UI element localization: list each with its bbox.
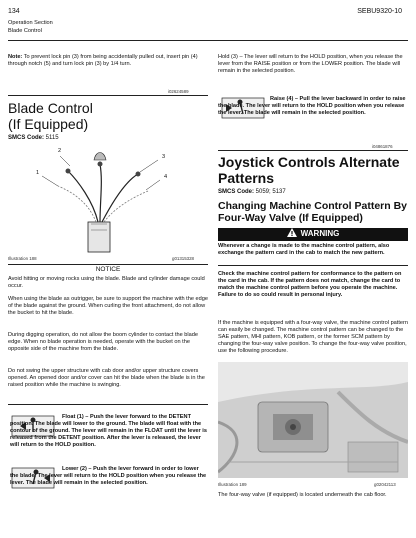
four-way-body-text: If the machine is equipped with a four-way valve, the machine control pattern can easily be changed. The machine control pattern can be changed to the SAE pattern, MHI pattern, KOB pattern, or the former SCM pattern by changing the four-way valve position. To change the four-way valve position, use the following procedure. xyxy=(218,320,408,354)
raise-description: Raise (4) – Pull the lever backward in order to raise the blade. The lever will return to the HOLD position when you release the lever. The blade will remain in the selected position. xyxy=(218,96,406,116)
blade-control-title: Blade Control xyxy=(8,100,93,116)
four-way-location-text: The four-way valve (if equipped) is located underneath the cab floor. xyxy=(218,492,387,498)
warning-triangle-icon xyxy=(287,228,297,240)
notice-paragraph-4: Do not swing the upper structure with cab door and/or upper structure covers opened. An opened door and/or cover can hit the blade when the blade is in the raised position while the machine is swinging. xyxy=(8,368,205,388)
note-label: Note: xyxy=(8,54,23,60)
smcs-value-right: 5059; 5137 xyxy=(255,189,286,195)
blade-lever-illustration xyxy=(8,146,208,254)
notice-paragraph-3: During digging operation, do not allow the boom cylinder to contact the blade edge. When no blade operation is needed, operate with the bucket on the opposite side of the machine from the blade. xyxy=(8,332,198,352)
four-way-valve-photo xyxy=(218,362,408,478)
callout-1: 1 xyxy=(36,170,40,176)
note-paragraph xyxy=(8,54,208,68)
notice-rule-top xyxy=(8,264,208,265)
page-number: 134 xyxy=(8,8,20,15)
callout-3: 3 xyxy=(162,154,166,160)
smcs-code xyxy=(8,134,59,142)
smcs-label: SMCS Code: xyxy=(8,135,44,141)
illustration-188-id: g01315328 xyxy=(172,256,194,261)
note-text: To prevent lock pin (3) from being accidentally pulled out, insert pin (4) through notch (5) and turn lock pin (3) by 1/4 turn. xyxy=(8,54,198,67)
subsection-name: Blade Control xyxy=(8,28,42,34)
smcs-code-right xyxy=(218,188,286,196)
doc-id: SEBU9320-10 xyxy=(357,8,402,15)
smcs-value: 5115 xyxy=(45,135,59,141)
figure-id: i02624589 xyxy=(168,89,189,94)
notice-title: NOTICE xyxy=(95,266,121,273)
blade-control-subtitle: (If Equipped) xyxy=(8,116,89,132)
section-rule xyxy=(8,95,208,96)
warning-banner xyxy=(218,228,408,241)
four-way-valve-subtitle: Changing Machine Control Pattern By Four-Way Valve (If Equipped) xyxy=(218,200,408,224)
section-name: Operation Section xyxy=(8,20,53,26)
warning-label: WARNING xyxy=(300,229,340,239)
notice-rule-bottom xyxy=(8,404,208,405)
joystick-title: Joystick Controls Alternate Patterns xyxy=(218,154,400,186)
notice-paragraph-1: Avoid hitting or moving rocks using the blade. Blade and cylinder damage could occur. xyxy=(8,276,205,289)
hold-description: Hold (3) – The lever will return to the HOLD position, when you release the lever from the RAISE position or from the LOWER position. The blade will remain in the selected position. xyxy=(218,54,403,74)
lower-description: Lower (2) – Push the lever forward in order to lower the blade. The lever will return to the HOLD position when you release the lever. The blade will remain in the selected position. xyxy=(10,466,207,486)
section-rule-right xyxy=(218,150,408,151)
header-rule xyxy=(8,40,408,41)
callout-2: 2 xyxy=(58,148,62,154)
illustration-188-label: Illustration 188 xyxy=(8,256,37,261)
illustration-189-label: Illustration 189 xyxy=(218,482,247,487)
check-pattern-text: Check the machine control pattern for conformance to the pattern on the card in the cab. If the pattern does not match, change the card to match the machine control pattern before you operate the machine. Failure to do so could result in personal injury. xyxy=(218,271,402,298)
blade-lever-drawing xyxy=(8,146,208,254)
notice-paragraph-2: When using the blade as outrigger, be sure to support the machine with the edge of the blade against the ground. When curling the front attachment, do not allow the bucket to hit the blade. xyxy=(8,296,208,316)
smcs-label-right: SMCS Code: xyxy=(218,189,254,195)
illustration-189-id: g02042113 xyxy=(374,482,396,487)
warning-rule xyxy=(218,265,408,266)
figure-id-right: i04861876 xyxy=(372,144,393,149)
float-description: Float (1) – Push the lever forward to the DETENT position. The blade will lower to the ground. The blade will float with the contour of the ground. The lever will remain in the FLOAT until the lever is released from the DETENT position. After the lever is released, the lever will return to the HOLD position. xyxy=(10,414,207,448)
callout-4: 4 xyxy=(164,174,168,180)
warning-text: Whenever a change is made to the machine control pattern, also exchange the pattern card in the cab to match the new pattern. xyxy=(218,243,390,256)
